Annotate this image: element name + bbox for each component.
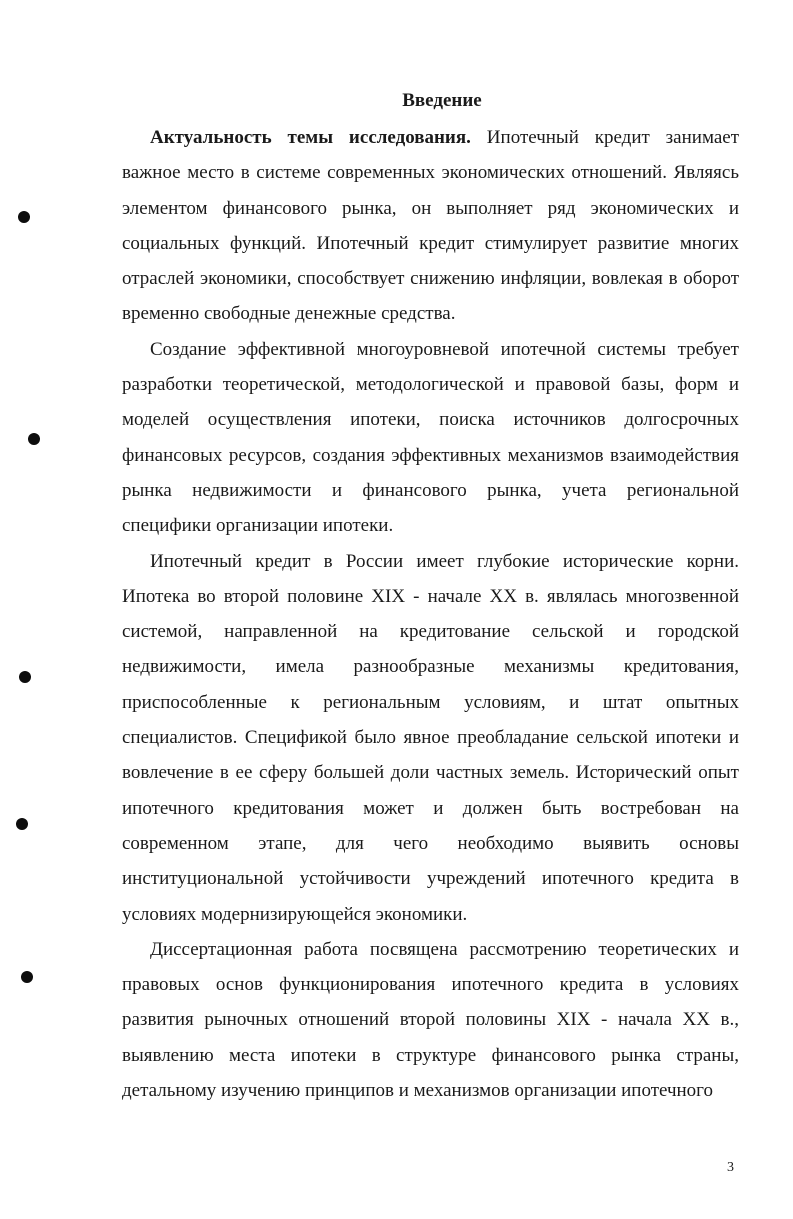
binding-hole-1: [18, 211, 30, 223]
paragraph-4: Диссертационная работа посвящена рассмотрению теоретических и правовых основ функционирования ипотечного кредита в условиях развития рыночных отношений второй половины XIX - начала XX в., выявлению места ипотеки в структуре финансового рынка страны, детальному изучению принципов и механизмов организации ипотечного: [122, 938, 739, 1102]
paragraph-1: [122, 120, 739, 332]
body-text: [122, 120, 739, 1108]
binding-hole-4: [16, 818, 28, 830]
binding-hole-2: [28, 433, 40, 445]
page-number: 3: [727, 1160, 734, 1175]
page-heading: Введение: [402, 90, 482, 111]
paragraph-body: Ипотечный кредит занимает важное место в системе современных экономических отношений. Являясь элементом финансового рынка, он выполняет ряд экономических и социальных функций. Ипотечный кредит стимулирует развитие многих отраслей экономики, способствует снижению инфляции, вовлекая в оборот временно свободные денежные средства.: [122, 127, 740, 325]
paragraph-2: Создание эффективной многоуровневой ипотечной системы требует разработки теоретической, методологической и правовой базы, форм и моделей осуществления ипотеки, поиска источников долгосрочных финансовых ресурсов, создания эффективных механизмов взаимодействия рынка недвижимости и финансового рынка, учета региональной специфики организации ипотеки.: [122, 338, 739, 537]
paragraph-lead: Актуальность темы исследования.: [150, 127, 471, 148]
binding-hole-3: [19, 671, 31, 683]
paragraph-3: Ипотечный кредит в России имеет глубокие исторические корни. Ипотека во второй половине XIX - начале XX в. являлась многозвенной системой, направленной на кредитование сельской и городской недвижимости, имела разнообразные механизмы кредитования, приспособленные к региональным условиям, и штат опытных специалистов. Спецификой было явное преобладание сельской ипотеки и вовлечение в ее сферу большей доли частных земель. Исторический опыт ипотечного кредитования может и должен быть востребован на современном этапе, для чего необходимо выявить основы институциональной устойчивости учреждений ипотечного кредита в условиях модернизирующейся экономики.: [122, 550, 739, 925]
binding-hole-5: [21, 971, 33, 983]
